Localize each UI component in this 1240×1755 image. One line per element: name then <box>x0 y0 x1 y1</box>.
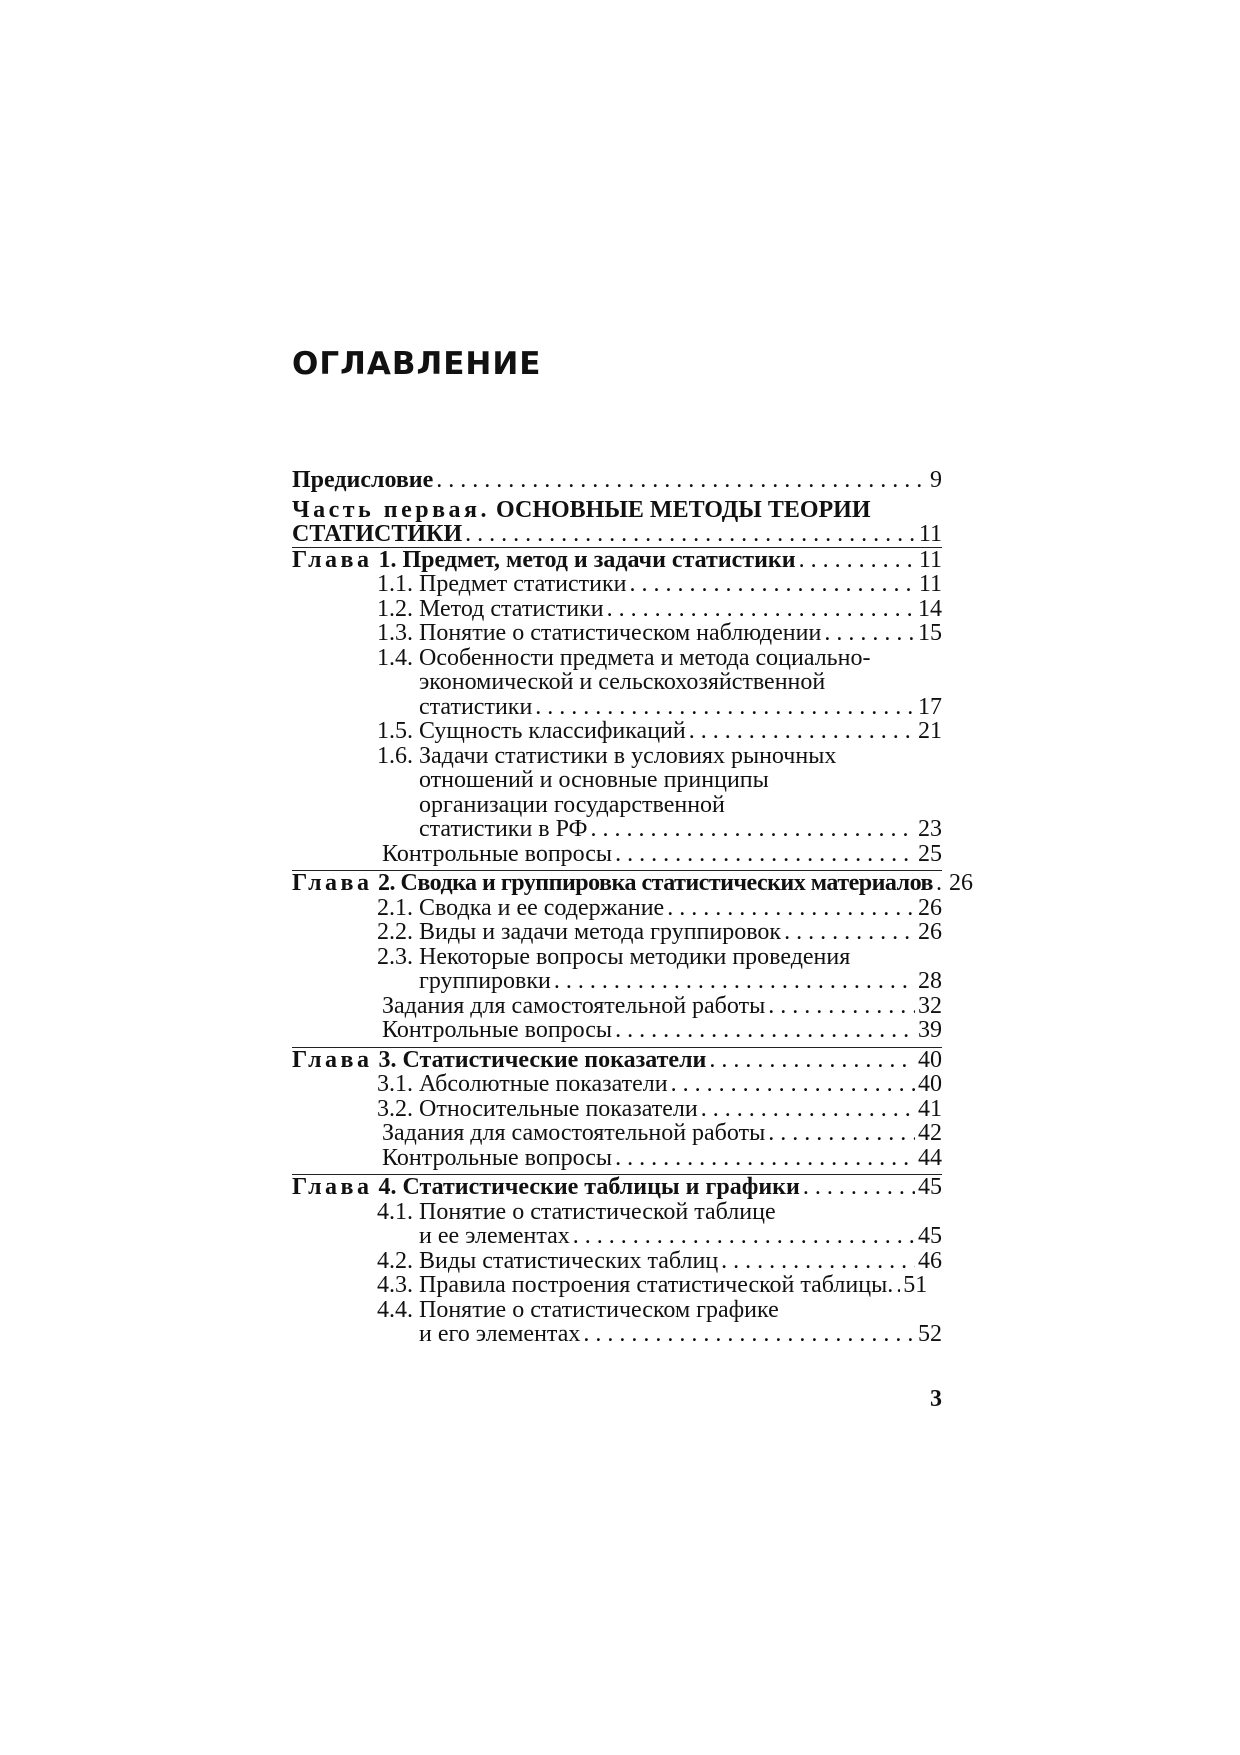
toc-entry-1-1[interactable] <box>292 572 942 597</box>
toc-entry-4-3[interactable] <box>292 1273 942 1298</box>
toc-entry-preface[interactable] <box>292 468 942 493</box>
dot-leader <box>671 1072 915 1097</box>
entry-page: 26 <box>948 870 973 896</box>
entry-page: 46 <box>918 1247 942 1274</box>
entry-page: 45 <box>918 1174 942 1200</box>
chapter-title: 1. Предмет, метод и задачи статистики <box>378 546 796 573</box>
chapter-title: 4. Статистические таблицы и графики <box>378 1174 800 1200</box>
section-title-line1: 4.4. Понятие о статистическом графике <box>377 1296 779 1323</box>
page-title: ОГЛАВЛЕНИЕ <box>292 346 542 382</box>
entry-page: 39 <box>918 1017 942 1043</box>
toc-entry-2-questions[interactable] <box>292 1018 942 1043</box>
dot-leader <box>936 871 946 896</box>
entry-page: 11 <box>918 521 942 547</box>
section-title-line2: и ее элементах <box>419 1223 570 1249</box>
toc-entry-2-2[interactable] <box>292 920 942 945</box>
page-number: 3 <box>930 1386 942 1412</box>
dot-leader <box>630 572 916 597</box>
section-title-line1: 2.3. Некоторые вопросы методики проведения <box>377 943 851 970</box>
entry-title: Предисловие <box>292 467 434 493</box>
section-title: 4.3. Правила построения статистической таблицы. <box>377 1272 894 1298</box>
section-title-line1: 1.4. Особенности предмета и метода социально- <box>377 644 871 671</box>
dot-leader <box>583 1322 915 1347</box>
toc-entry-chapter-2[interactable] <box>292 870 973 896</box>
dot-leader <box>535 695 915 720</box>
dot-leader <box>689 719 915 744</box>
section-title-line3: статистики <box>419 693 533 720</box>
toc-entry-4-4[interactable] <box>292 1298 942 1347</box>
toc-entry-chapter-1[interactable] <box>292 548 942 573</box>
part-title-line2: СТАТИСТИКИ <box>292 521 463 547</box>
section-title: Задания для самостоятельной работы <box>382 992 766 1019</box>
table-of-contents <box>292 467 973 1347</box>
entry-page: 9 <box>930 467 942 493</box>
section-title-line2: отношений и основные принципы <box>419 767 769 793</box>
toc-entry-4-2[interactable] <box>292 1249 942 1274</box>
toc-entry-1-3[interactable] <box>292 621 942 646</box>
entry-page: 11 <box>918 546 942 573</box>
dot-leader <box>896 1273 900 1298</box>
entry-page: 42 <box>918 1120 942 1146</box>
dot-leader <box>784 920 915 945</box>
toc-entry-3-questions[interactable] <box>292 1146 942 1171</box>
section-title: 4.2. Виды статистических таблиц <box>377 1247 719 1274</box>
toc-entry-3-1[interactable] <box>292 1072 942 1097</box>
dot-leader <box>591 817 915 842</box>
toc-entry-4-1[interactable] <box>292 1200 942 1249</box>
entry-page: 40 <box>918 1046 942 1073</box>
chapter-prefix: Глава <box>292 1174 373 1200</box>
toc-entry-1-2[interactable] <box>292 597 942 622</box>
section-title: Контрольные вопросы <box>382 1144 613 1171</box>
entry-page: 52 <box>918 1321 942 1347</box>
section-title: 2.1. Сводка и ее содержание <box>377 894 665 921</box>
section-title-line3: организации государственной <box>419 791 725 818</box>
section-title: 3.1. Абсолютные показатели <box>377 1071 668 1097</box>
dot-leader <box>554 969 915 994</box>
dot-leader <box>667 896 915 921</box>
toc-entry-2-3[interactable] <box>292 945 942 994</box>
toc-entry-1-questions[interactable] <box>292 842 942 867</box>
entry-page: 32 <box>918 992 942 1019</box>
dot-leader <box>709 1048 915 1073</box>
section-title: 1.3. Понятие о статистическом наблюдении <box>377 620 822 646</box>
entry-page: 15 <box>918 620 942 646</box>
entry-page: 51 <box>903 1272 928 1298</box>
section-title-line2: и его элементах <box>419 1321 581 1347</box>
entry-page: 25 <box>918 840 942 867</box>
toc-entry-3-2[interactable] <box>292 1097 942 1122</box>
section-title: 3.2. Относительные показатели <box>377 1095 698 1122</box>
entry-page: 14 <box>918 595 942 622</box>
dot-leader <box>465 522 916 547</box>
dot-leader <box>824 621 915 646</box>
dot-leader <box>701 1097 915 1122</box>
section-title: 1.2. Метод статистики <box>377 595 604 622</box>
entry-page: 26 <box>918 919 942 945</box>
toc-entry-chapter-4[interactable] <box>292 1175 942 1200</box>
chapter-prefix: Глава <box>292 1046 373 1073</box>
toc-entry-1-5[interactable] <box>292 719 942 744</box>
part-prefix: Часть первая. <box>292 496 491 523</box>
toc-entry-3-tasks[interactable] <box>292 1121 942 1146</box>
entry-page: 40 <box>918 1071 942 1097</box>
part-title-line1: ОСНОВНЫЕ МЕТОДЫ ТЕОРИИ <box>496 496 871 523</box>
dot-leader <box>615 1146 915 1171</box>
toc-entry-1-6[interactable] <box>292 744 942 842</box>
chapter-title: 3. Статистические показатели <box>378 1046 707 1073</box>
dot-leader <box>768 1121 915 1146</box>
dot-leader <box>615 842 915 867</box>
toc-entry-chapter-3[interactable] <box>292 1048 942 1073</box>
dot-leader <box>573 1224 915 1249</box>
toc-entry-2-tasks[interactable] <box>292 994 942 1019</box>
entry-page: 17 <box>918 693 942 720</box>
chapter-prefix: Глава <box>292 870 373 896</box>
dot-leader <box>615 1018 915 1043</box>
section-title-line1: 1.6. Задачи статистики в условиях рыночных <box>377 742 837 769</box>
section-title: Контрольные вопросы <box>382 1017 613 1043</box>
chapter-title: 2. Сводка и группировка статистических материалов <box>378 870 933 896</box>
section-title: 1.1. Предмет статистики <box>377 571 627 597</box>
entry-page: 23 <box>918 816 942 842</box>
dot-leader <box>436 468 927 493</box>
dot-leader <box>768 994 915 1019</box>
dot-leader <box>607 597 915 622</box>
entry-page: 45 <box>918 1223 942 1249</box>
section-title: 1.5. Сущность классификаций <box>377 718 686 744</box>
entry-page: 41 <box>918 1095 942 1122</box>
dot-leader <box>803 1175 915 1200</box>
toc-entry-2-1[interactable] <box>292 896 942 921</box>
section-title-line2: экономической и сельскохозяйственной <box>419 669 826 695</box>
entry-page: 28 <box>918 968 942 994</box>
dot-leader <box>721 1249 915 1274</box>
section-title: 2.2. Виды и задачи метода группировок <box>377 919 782 945</box>
section-title-line4: статистики в РФ <box>419 816 588 842</box>
toc-entry-part-one[interactable] <box>292 498 942 547</box>
section-title-line1: 4.1. Понятие о статистической таблице <box>377 1198 776 1225</box>
entry-page: 26 <box>918 894 942 921</box>
entry-page: 11 <box>918 571 942 597</box>
entry-page: 21 <box>918 718 942 744</box>
section-title: Контрольные вопросы <box>382 840 613 867</box>
toc-entry-1-4[interactable] <box>292 646 942 720</box>
entry-page: 44 <box>918 1144 942 1171</box>
chapter-prefix: Глава <box>292 546 373 573</box>
section-title-line2: группировки <box>419 968 551 994</box>
section-title: Задания для самостоятельной работы <box>382 1120 766 1146</box>
dot-leader <box>799 548 916 573</box>
